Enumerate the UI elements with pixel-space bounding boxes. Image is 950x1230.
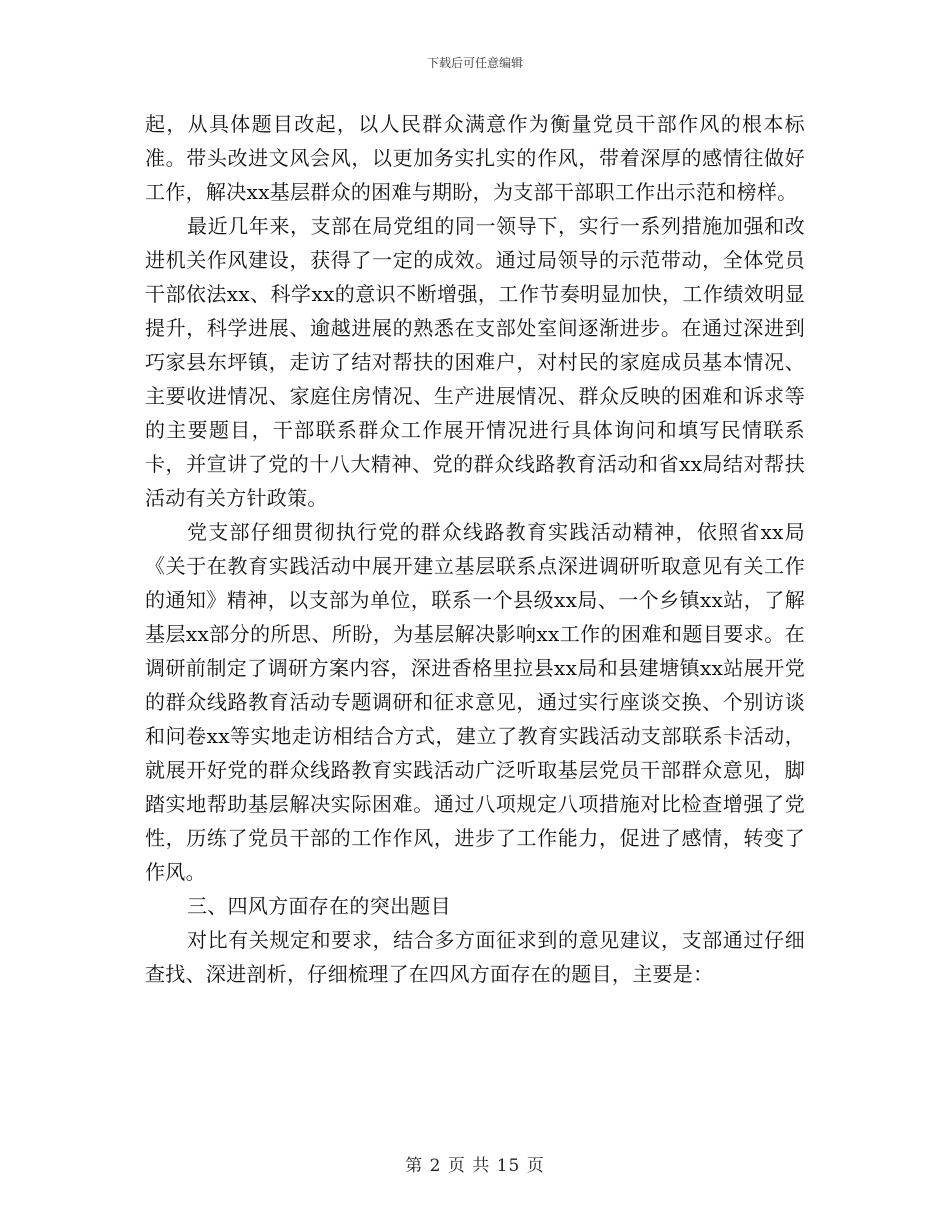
page-header: 下载后可任意编辑 xyxy=(426,56,523,70)
paragraph-4: 对比有关规定和要求，结合多方面征求到的意见建议，支部通过仔细查找、深进剖析，仔细梳理了在四风方面存在的题目，主要是： xyxy=(145,928,805,986)
paragraph-1: 起，从具体题目改起，以人民群众满意作为衡量党员干部作风的根本标准。带头改进文风会风，以更加务实扎实的作风，带着深厚的感情往做好工作，解决xx基层群众的困难与期盼，为支部干部职工作出示范和榜样。 xyxy=(145,112,805,204)
section-heading: 三、四风方面存在的突出题目 xyxy=(187,894,451,918)
paragraph-3: 党支部仔细贯彻执行党的群众线路教育实践活动精神，依照省xx局《关于在教育实践活动中展开建立基层联系点深进调研听取意见有关工作的通知》精神，以支部为单位，联系一个县级xx局、一个乡镇xx站，了解基层xx部分的所思、所盼，为基层解决影响xx工作的困难和题目要求。在调研前制定了调研方案内容，深进香格里拉县xx局和县建塘镇xx站展开党的群众线路教育活动专题调研和征求意见，通过实行座谈交换、个别访谈和问卷xx等实地走访相结合方式，建立了教育实践活动支部联系卡活动，就展开好党的群众线路教育实践活动广泛听取基层党员干部群众意见，脚踏实地帮助基层解决实际困难。通过八项规定八项措施对比检查增强了党性，历练了党员干部的工作作风，进步了工作能力，促进了感情，转变了作风。 xyxy=(145,520,805,884)
document-body xyxy=(145,107,805,991)
paragraph-2: 最近几年来，支部在局党组的同一领导下，实行一系列措施加强和改进机关作风建设，获得了一定的成效。通过局领导的示范带动，全体党员干部依法xx、科学xx的意识不断增强，工作节奏明显加快，工作绩效明显提升，科学进展、逾越进展的熟悉在支部处室间逐渐进步。在通过深进到巧家县东坪镇，走访了结对帮扶的困难户，对村民的家庭成员基本情况、主要收进情况、家庭住房情况、生产进展情况、群众反映的困难和诉求等的主要题目，干部联系群众工作展开情况进行具体询问和填写民情联系卡，并宣讲了党的十八大精神、党的群众线路教育活动和省xx局结对帮扶活动有关方针政策。 xyxy=(145,214,805,510)
page-number-footer: 第 2 页 共 15 页 xyxy=(405,1156,545,1176)
